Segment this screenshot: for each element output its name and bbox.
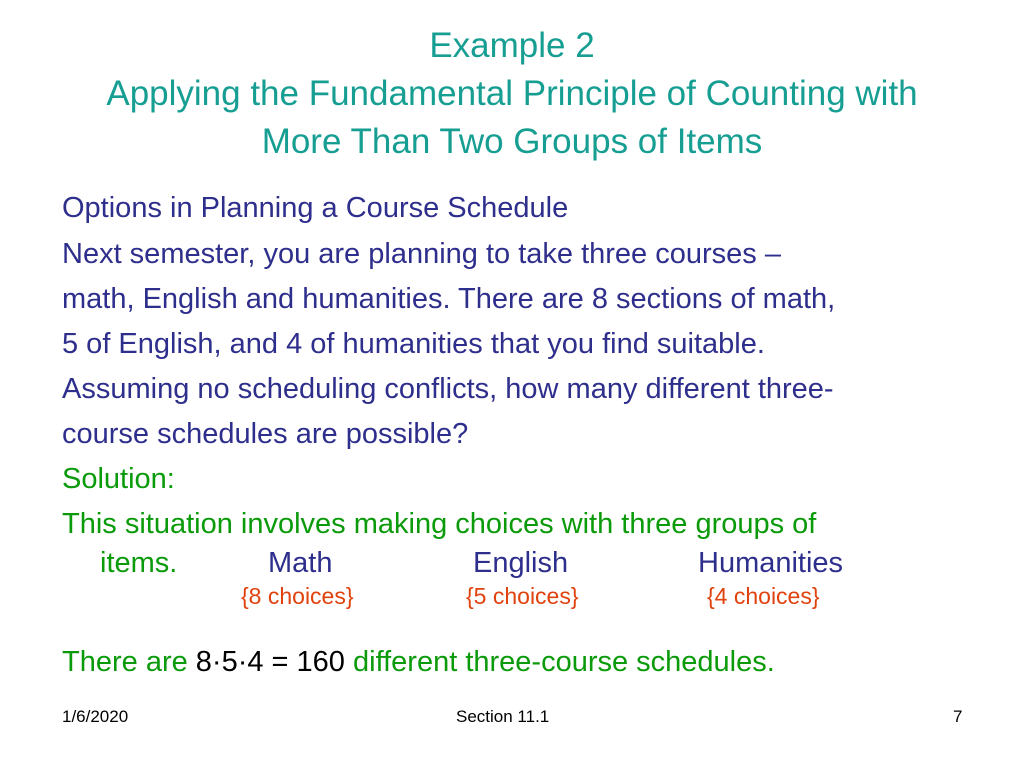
group-name-english: English xyxy=(473,547,569,579)
group-choices-english: {5 choices} xyxy=(466,583,579,609)
problem-line-1: Next semester, you are planning to take three courses – xyxy=(62,238,781,270)
solution-label: Solution: xyxy=(62,463,175,495)
items-label: items. xyxy=(100,547,178,579)
result-line xyxy=(62,647,1002,677)
result-prefix: There are xyxy=(62,646,196,678)
solution-line-1: This situation involves making choices with three groups of xyxy=(62,508,817,540)
title-line-2: Applying the Fundamental Principle of Counting with xyxy=(106,74,918,113)
group-choices-humanities: {4 choices} xyxy=(707,583,820,609)
problem-heading: Options in Planning a Course Schedule xyxy=(62,192,569,224)
slide-title xyxy=(0,22,1024,166)
problem-line-4: Assuming no scheduling conflicts, how many different three- xyxy=(62,373,834,405)
group-name-math: Math xyxy=(268,547,333,579)
problem-line-2: math, English and humanities. There are 8 sections of math, xyxy=(62,283,836,315)
footer-page-number: 7 xyxy=(953,707,963,726)
result-math: 8·5·4 = 160 xyxy=(195,646,345,678)
footer-section: Section 11.1 xyxy=(456,707,550,726)
group-name-humanities: Humanities xyxy=(698,547,844,579)
group-choices-math: {8 choices} xyxy=(241,583,354,609)
title-line-1: Example 2 xyxy=(429,26,595,65)
problem-line-5: course schedules are possible? xyxy=(62,418,469,450)
title-line-3: More Than Two Groups of Items xyxy=(261,122,763,161)
footer-date: 1/6/2020 xyxy=(62,707,129,726)
result-suffix: different three-course schedules. xyxy=(344,646,775,678)
problem-line-3: 5 of English, and 4 of humanities that you find suitable. xyxy=(62,328,765,360)
